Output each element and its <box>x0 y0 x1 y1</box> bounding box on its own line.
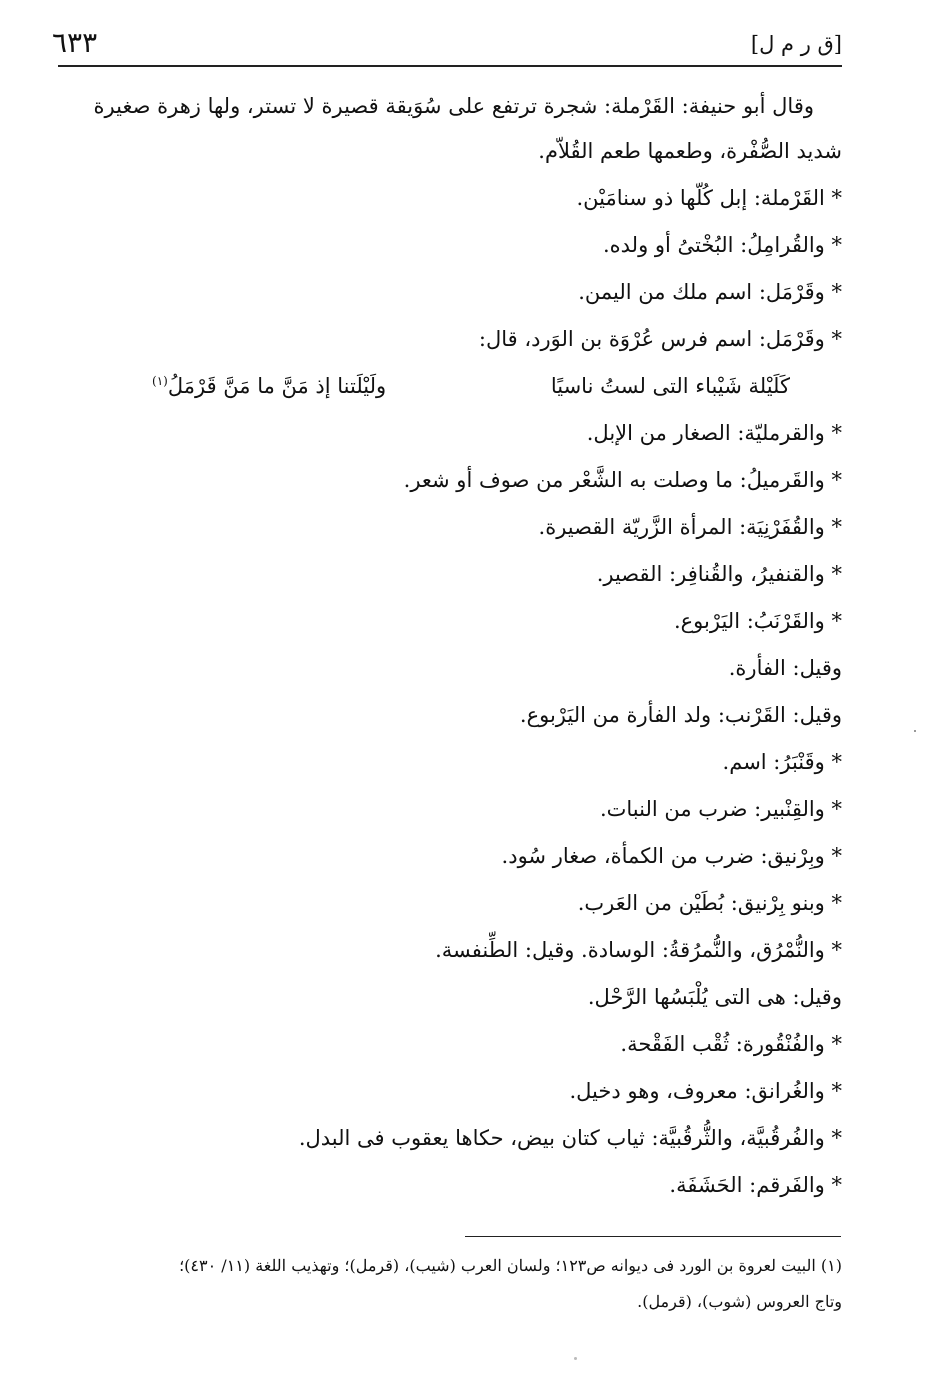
header-rule <box>58 65 842 67</box>
verse-hemistich-2-text: ولَيْلَتنا إذ مَنَّ ما مَنَّ قَرْمَلُ <box>167 374 387 398</box>
page-number: ٦٣٣ <box>52 26 98 59</box>
scan-mark <box>914 730 916 732</box>
entry-line: * وقَرْمَل: اسم ملك من اليمن. <box>578 280 842 304</box>
scan-speck <box>574 1357 577 1360</box>
entry-line: * والقُرامِلُ: البُخْتىُ أو ولده. <box>602 233 842 257</box>
entry-line: وقيل: القَرْنب: ولد الفأرة من اليَرْبوع. <box>519 703 842 727</box>
entry-line: * والقَرْنَبُ: اليَرْبوع. <box>673 609 842 633</box>
entry-line: وقيل: الفأرة. <box>728 656 842 680</box>
section-header: [ق ر م ل] <box>750 32 842 56</box>
entry-line: * والقِنْبير: ضرب من النبات. <box>599 797 842 821</box>
verse-hemistich-2 <box>152 363 386 410</box>
entry-line: وقيل: هى التى يُلْبَسُها الرَّحْل. <box>587 985 842 1009</box>
entry-line: * والقَرميلُ: ما وصلت به الشَّعْر من صوف أو شعر. <box>403 468 842 492</box>
text-line: شديد الصُّفْرة، وطعمها طعم القُلاّم. <box>538 139 842 163</box>
footnote-line: (١) البيت لعروة بن الورد فى ديوانه ص١٢٣؛ ولسان العرب (شيب)، (قرمل)؛ وتهذيب اللغة (١١/ ٤٣٠)؛ <box>179 1256 842 1275</box>
verse-hemistich-1: كَلَيْلة شَيْباء التى لستُ ناسيًا <box>550 374 790 398</box>
entry-line: * وقَنْبَرُ: اسم. <box>722 750 842 774</box>
main-text <box>70 84 842 1209</box>
footnotes <box>70 1248 842 1320</box>
footnote-rule <box>465 1236 841 1237</box>
poetry-verse <box>70 363 842 410</box>
entry-line: * وبِرْنيق: ضرب من الكمأة، صغار سُود. <box>501 844 842 868</box>
text-line: وقال أبو حنيفة: القَرْملة: شجرة ترتفع على سُوَيقة قصيرة لا تستر، ولها زهرة صغيرة <box>93 94 814 118</box>
entry-line: * والقنفيرُ، والقُنافِر: القصير. <box>596 562 842 586</box>
entry-line: * والفُرقُبيَّة، والثُّرقُبيَّة: ثياب كتان بيض، حكاها يعقوب فى البدل. <box>298 1126 842 1150</box>
footnote-line: وتاج العروس (شوب)، (قرمل). <box>637 1292 842 1311</box>
entry-line: * والنُّمْرُق، والنُّمرُقةُ: الوسادة. وقيل: الطِّنفسة. <box>435 938 842 962</box>
entry-line: * وقَرْمَل: اسم فرس عُرْوَة بن الوَرد، قال: <box>478 327 842 351</box>
entry-line: * والقُفَرْنِيَة: المرأة الزَّريّة القصيرة. <box>538 515 842 539</box>
footnote-reference[interactable]: (١) <box>152 374 168 388</box>
entry-line: * والغُرانق: معروف، وهو دخيل. <box>569 1079 842 1103</box>
entry-line: * القَرْملة: إبل كُلّها ذو سنامَيْن. <box>576 186 842 210</box>
entry-line: * وبنو بِرْنيق: بُطَيْن من العَرب. <box>577 891 842 915</box>
entry-line: * والفُنْقُورة: ثُقْب الفَقْحة. <box>620 1032 842 1056</box>
entry-line: * والفَرقم: الحَشَفَة. <box>669 1173 842 1197</box>
entry-line: * والقرمليّة: الصغار من الإبل. <box>586 421 842 445</box>
